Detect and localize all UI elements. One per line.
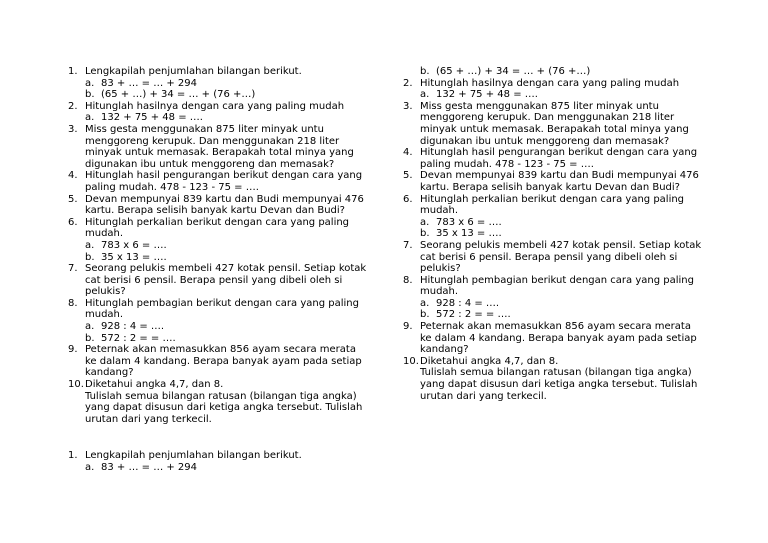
question-text-line: kandang? [420, 344, 469, 356]
question-body [420, 240, 708, 275]
question-body [85, 101, 378, 124]
question-number: 4. [68, 170, 78, 182]
question-body [420, 147, 708, 170]
sub-item [85, 333, 378, 345]
sub-item-text: 928 : 4 = …. [436, 297, 500, 309]
question-text-line: Lengkapilah penjumlahan bilangan berikut. [85, 450, 302, 461]
question-body [420, 321, 708, 356]
question-item [403, 194, 708, 240]
question-number: 8. [403, 274, 413, 286]
question-item [68, 263, 378, 298]
question-text-line: Diketahui angka 4,7, dan 8. [85, 379, 224, 391]
question-list-right [403, 66, 708, 402]
question-text-line: ke dalam 4 kandang. Berapa banyak ayam pada setiap [420, 332, 697, 344]
question-item [403, 240, 708, 275]
question-text-line: Hitunglah perkalian berikut dengan cara yang paling [420, 193, 685, 205]
sub-item-letter: b. [420, 309, 430, 321]
sub-item [420, 228, 708, 240]
sub-item-text: 83 + … = … + 294 [101, 461, 198, 473]
sub-item-text: 132 + 75 + 48 = …. [436, 89, 538, 101]
question-item [403, 321, 708, 356]
question-item [403, 78, 708, 101]
question-number [403, 66, 420, 78]
question-text-line: cat berisi 6 pensil. Berapa pensil yang dibeli oleh si [85, 274, 343, 286]
question-text-line: Hitunglah hasilnya dengan cara yang paling mudah [420, 77, 680, 89]
question-number: 6. [403, 193, 413, 205]
question-text-line: minyak untuk memasak. Berapakah total minya yang [85, 147, 354, 159]
question-item [403, 147, 708, 170]
question-item [68, 66, 378, 101]
question-text-line: kandang? [85, 367, 134, 379]
question-body [420, 275, 708, 321]
question-text-line: kartu. Berapa selisih banyak kartu Devan dan Budi? [85, 205, 345, 217]
question-number: 10. [68, 379, 84, 391]
sub-item [420, 309, 708, 321]
sub-item [85, 462, 378, 474]
question-body [85, 450, 378, 473]
question-continuation [68, 391, 378, 426]
question-text-line: Hitunglah perkalian berikut dengan cara yang paling [85, 216, 350, 228]
question-text-line: Miss gesta menggunakan 875 liter minyak untu [420, 100, 659, 112]
question-text-line: kartu. Berapa selisih banyak kartu Devan dan Budi? [420, 181, 680, 193]
sub-item-text: 35 x 13 = …. [436, 228, 502, 240]
question-text-line: Diketahui angka 4,7, dan 8. [420, 355, 559, 367]
question-number: 5. [403, 170, 413, 182]
question-text-line: Hitunglah hasil pengurangan berikut dengan cara yang [420, 147, 698, 159]
question-body [85, 194, 378, 217]
question-text-line: digunakan ibu untuk menggoreng dan memasak? [85, 158, 335, 170]
question-body [85, 124, 378, 170]
sub-item-letter: b. [85, 332, 95, 344]
sub-item [420, 217, 708, 229]
question-text-line: mudah. [85, 309, 124, 321]
sub-item-text: 783 x 6 = …. [436, 216, 502, 228]
question-number: 2. [403, 77, 413, 89]
question-number: 7. [403, 239, 413, 251]
sub-item-text: 572 : 2 = = …. [436, 309, 511, 321]
question-number: 6. [68, 216, 78, 228]
question-text-line: Hitunglah hasilnya dengan cara yang paling mudah [85, 100, 345, 112]
question-body [420, 194, 708, 240]
question-text-line: digunakan ibu untuk menggoreng dan memasak? [420, 135, 670, 147]
sub-item [85, 89, 378, 101]
question-number: 7. [68, 263, 78, 275]
question-text-line: Peternak akan memasukkan 856 ayam secara merata [85, 344, 356, 356]
question-body [85, 66, 378, 101]
question-text-line: pelukis? [420, 263, 461, 275]
question-text-line: minyak untuk memasak. Berapakah total minya yang [420, 123, 689, 135]
question-text-line: menggoreng kerupuk. Dan menggunakan 218 liter [420, 112, 675, 124]
question-item [68, 379, 378, 391]
question-list-left-top [68, 66, 378, 425]
sub-item-letter: b. [85, 251, 95, 263]
question-text-line: cat berisi 6 pensil. Berapa pensil yang dibeli oleh si [420, 251, 678, 263]
sub-item [420, 298, 708, 310]
sub-item-text: 35 x 13 = …. [101, 251, 167, 263]
question-item [68, 217, 378, 263]
question-item [403, 275, 708, 321]
question-item [68, 298, 378, 344]
question-text-line: Miss gesta menggunakan 875 liter minyak untu [85, 123, 324, 135]
sub-item-letter: a. [85, 239, 95, 251]
question-text-line: paling mudah. 478 - 123 - 75 = …. [420, 158, 594, 170]
question-number: 10. [403, 355, 419, 367]
sub-item-letter: a. [85, 77, 95, 89]
question-item [403, 170, 708, 193]
sub-item [420, 89, 708, 101]
question-text-line: mudah. [420, 205, 459, 217]
question-number: 2. [68, 100, 78, 112]
question-item [68, 194, 378, 217]
sub-item-letter: b. [420, 228, 430, 240]
sub-item-text: 132 + 75 + 48 = …. [101, 112, 203, 124]
question-text-line: yang dapat disusun dari ketiga angka tersebut. Tulislah [420, 379, 698, 391]
question-item [68, 170, 378, 193]
question-text-line: Devan mempunyai 839 kartu dan Budi mempunyai 476 [85, 193, 364, 205]
sub-item [85, 240, 378, 252]
sub-item [85, 321, 378, 333]
question-text-line: Hitunglah pembagian berikut dengan cara yang paling [85, 297, 359, 309]
question-body [420, 101, 708, 147]
sub-item-letter: a. [85, 321, 95, 333]
sub-item-letter: a. [420, 89, 430, 101]
sub-item-text: (65 + …) + 34 = … + (76 +…) [436, 66, 591, 77]
question-body [85, 263, 378, 298]
question-item [68, 344, 378, 379]
question-item [68, 101, 378, 124]
question-text-line: Lengkapilah penjumlahan bilangan berikut. [85, 66, 302, 77]
question-text-line: Tulislah semua bilangan ratusan (bilangan tiga angka) [85, 390, 357, 402]
sub-item [420, 66, 708, 78]
question-body [85, 170, 378, 193]
question-body [420, 78, 708, 101]
sub-item-letter: a. [85, 112, 95, 124]
question-text-line: paling mudah. 478 - 123 - 75 = …. [85, 181, 259, 193]
question-number: 9. [403, 321, 413, 333]
question-list-left-bottom [68, 450, 378, 473]
sub-item-letter: a. [420, 297, 430, 309]
question-number: 8. [68, 297, 78, 309]
question-text-line: Seorang pelukis membeli 427 kotak pensil. Setiap kotak [85, 263, 367, 275]
sub-item [85, 78, 378, 90]
question-text-line: ke dalam 4 kandang. Berapa banyak ayam pada setiap [85, 355, 362, 367]
question-number: 3. [68, 123, 78, 135]
question-number: 3. [403, 100, 413, 112]
question-body [420, 170, 708, 193]
sub-item-letter: a. [420, 216, 430, 228]
question-item [68, 450, 378, 473]
question-item [68, 124, 378, 170]
question-body [420, 356, 708, 368]
question-item [403, 101, 708, 147]
question-number: 9. [68, 344, 78, 356]
question-body [85, 379, 378, 391]
question-item [403, 66, 708, 78]
question-number: 5. [68, 193, 78, 205]
question-text-line: Devan mempunyai 839 kartu dan Budi mempunyai 476 [420, 170, 699, 182]
question-text-line: urutan dari yang terkecil. [85, 413, 212, 425]
question-item [403, 356, 708, 368]
sub-item-text: 83 + … = … + 294 [101, 77, 198, 89]
sub-item-text: (65 + …) + 34 = … + (76 +…) [101, 89, 256, 101]
question-text-line: mudah. [420, 286, 459, 298]
sub-item [85, 252, 378, 264]
sub-item-text: 572 : 2 = = …. [101, 332, 176, 344]
sub-item-letter: a. [85, 461, 95, 473]
sub-item-letter: b. [85, 89, 95, 101]
question-body [85, 344, 378, 379]
question-text-line: urutan dari yang terkecil. [420, 390, 547, 402]
sub-item [85, 112, 378, 124]
question-number: 1. [68, 450, 78, 461]
question-body [85, 217, 378, 263]
question-text-line: Hitunglah hasil pengurangan berikut dengan cara yang [85, 170, 363, 182]
question-text-line: Seorang pelukis membeli 427 kotak pensil. Setiap kotak [420, 239, 702, 251]
question-number: 1. [68, 66, 78, 77]
sub-item-text: 783 x 6 = …. [101, 239, 167, 251]
question-continuation [403, 367, 708, 402]
question-body [85, 298, 378, 344]
question-text-line: yang dapat disusun dari ketiga angka tersebut. Tulislah [85, 402, 363, 414]
question-body [420, 66, 708, 78]
question-text-line: mudah. [85, 228, 124, 240]
question-number: 4. [403, 147, 413, 159]
question-text-line: Peternak akan memasukkan 856 ayam secara merata [420, 321, 691, 333]
sub-item-text: 928 : 4 = …. [101, 321, 165, 333]
question-text-line: Tulislah semua bilangan ratusan (bilangan tiga angka) [420, 367, 692, 379]
question-text-line: menggoreng kerupuk. Dan menggunakan 218 liter [85, 135, 340, 147]
question-text-line: Hitunglah pembagian berikut dengan cara yang paling [420, 274, 694, 286]
sub-item-letter: b. [420, 66, 430, 77]
question-text-line: pelukis? [85, 286, 126, 298]
